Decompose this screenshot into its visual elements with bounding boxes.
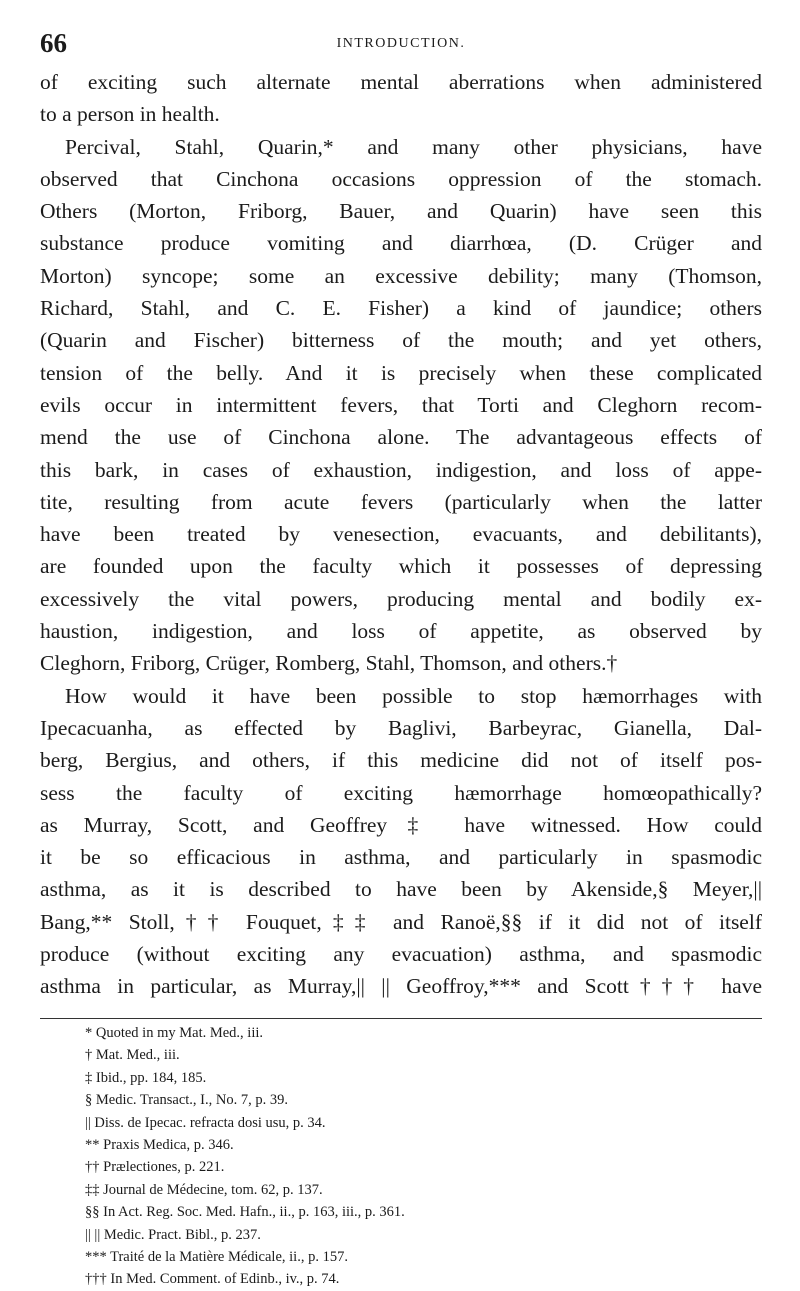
footnote-divider bbox=[40, 1018, 762, 1019]
text-line: asthma, as it is described to have been by Akenside,§ Meyer,|| bbox=[40, 877, 762, 902]
text-line: Percival, Stahl, Quarin,* and many other physicians, have bbox=[65, 134, 762, 159]
running-head: INTRODUCTION. bbox=[336, 36, 466, 51]
text-line: have been treated by venesection, evacuants, and debilitants), bbox=[40, 522, 762, 547]
text-line: excessively the vital powers, producing mental and bodily ex- bbox=[40, 586, 762, 611]
body-text bbox=[40, 66, 762, 1003]
text-line: substance produce vomiting and diarrhœa, (D. Crüger and bbox=[40, 231, 762, 256]
footnote: || || Medic. Pract. Bibl., p. 237. bbox=[85, 1226, 261, 1243]
footnote: ‡‡ Journal de Médecine, tom. 62, p. 137. bbox=[85, 1181, 323, 1198]
text-line: tension of the belly. And it is precisely when these complicated bbox=[40, 360, 762, 385]
text-line: Morton) syncope; some an excessive debility; many (Thomson, bbox=[40, 263, 762, 288]
text-line: as Murray, Scott, and Geoffrey‡ have witnessed. How could bbox=[40, 812, 762, 837]
page-header bbox=[40, 28, 762, 60]
footnote: *** Traité de la Matière Médicale, ii., p. 157. bbox=[85, 1248, 348, 1265]
text-line: asthma in particular, as Murray,|| || Geoffroy,*** and Scott††† have bbox=[40, 974, 762, 999]
text-line: mend the use of Cinchona alone. The advantageous effects of bbox=[40, 425, 762, 450]
footnote: ††† In Med. Comment. of Edinb., iv., p. 74. bbox=[85, 1271, 340, 1288]
text-line: this bark, in cases of exhaustion, indigestion, and loss of appe- bbox=[40, 457, 762, 482]
text-line: Richard, Stahl, and C. E. Fisher) a kind of jaundice; others bbox=[40, 296, 762, 321]
footnote: || Diss. de Ipecac. refracta dosi usu, p. 34. bbox=[85, 1114, 326, 1131]
text-line: sess the faculty of exciting hæmorrhage homœopathically? bbox=[40, 780, 762, 805]
footnote: § Medic. Transact., I., No. 7, p. 39. bbox=[85, 1092, 288, 1109]
footnote: §§ In Act. Reg. Soc. Med. Hafn., ii., p. 163, iii., p. 361. bbox=[85, 1204, 405, 1221]
text-line: are founded upon the faculty which it possesses of depressing bbox=[40, 554, 762, 579]
text-line: (Quarin and Fischer) bitterness of the mouth; and yet others, bbox=[40, 328, 762, 353]
text-line: haustion, indigestion, and loss of appetite, as observed by bbox=[40, 619, 762, 644]
footnote: * Quoted in my Mat. Med., iii. bbox=[85, 1025, 264, 1041]
footnote: ** Praxis Medica, p. 346. bbox=[85, 1136, 234, 1153]
text-line: of exciting such alternate mental aberrations when administered bbox=[40, 70, 762, 94]
text-line: Bang,** Stoll,†† Fouquet,‡‡ and Ranoë,§§ if it did not of itself bbox=[40, 909, 762, 934]
text-line: it be so efficacious in asthma, and particularly in spasmodic bbox=[40, 845, 762, 870]
text-line: evils occur in intermittent fevers, that Torti and Cleghorn recom- bbox=[40, 392, 762, 417]
page-number: 66 bbox=[40, 28, 67, 58]
text-line: Cleghorn, Friborg, Crüger, Romberg, Stahl, Thomson, and others.† bbox=[40, 651, 618, 676]
footnote: ‡ Ibid., pp. 184, 185. bbox=[85, 1069, 207, 1086]
text-line: produce (without exciting any evacuation) asthma, and spasmodic bbox=[40, 942, 762, 967]
text-line: to a person in health. bbox=[40, 102, 220, 127]
text-line: How would it have been possible to stop hæmorrhages with bbox=[65, 683, 762, 708]
footnotes bbox=[85, 1022, 745, 1291]
footnote: † Mat. Med., iii. bbox=[85, 1047, 180, 1064]
text-line: tite, resulting from acute fevers (particularly when the latter bbox=[40, 489, 762, 514]
text-line: Ipecacuanha, as effected by Baglivi, Barbeyrac, Gianella, Dal- bbox=[40, 715, 762, 740]
text-line: berg, Bergius, and others, if this medicine did not of itself pos- bbox=[40, 748, 762, 773]
footnote: †† Prælectiones, p. 221. bbox=[85, 1159, 225, 1176]
text-line: observed that Cinchona occasions oppression of the stomach. bbox=[40, 166, 762, 191]
text-line: Others (Morton, Friborg, Bauer, and Quarin) have seen this bbox=[40, 199, 762, 224]
